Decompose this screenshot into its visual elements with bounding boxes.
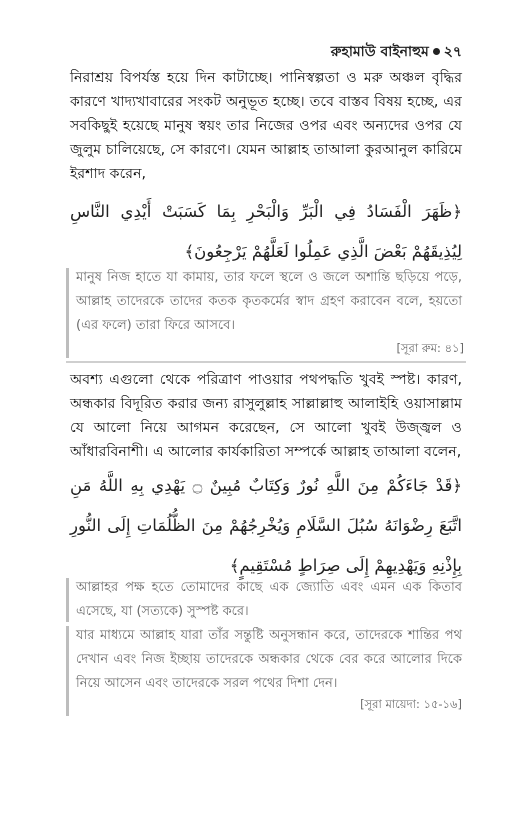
translation-bar [66, 268, 69, 358]
quran-verse-1: ﴿ظَهَرَ الْفَسَادُ فِي الْبَرِّ وَالْبَحْرِ بِمَا كَسَبَتْ أَيْدِي النَّاسِ لِيُذِيقَهُمْ بَعْضَ الَّذِي عَمِلُوا لَعَلَّهُمْ يَرْجِعُونَ﴾ [70, 202, 462, 261]
page-header [331, 40, 462, 64]
running-title: রুহামাউ বাইনাহুম [330, 44, 429, 60]
divider [66, 361, 466, 363]
verse-1-translation: মানুষ নিজ হাতে যা কামায়, তার ফলে স্থলে ও জলে অশান্তি ছড়িয়ে পড়ে, আল্লাহ তাদেরকে তাদের কতক কৃতকর্মের স্বাদ গ্রহণ করাবেন বলে, হয়তো (এর ফলে) তারা ফিরে আসবে। [76, 270, 462, 333]
verse-2-reference: [সূরা মায়েদা: ১৫-১৬] [360, 697, 462, 711]
verse-2-translation-2: যার মাধ্যমে আল্লাহ যারা তাঁর সন্তুষ্টি অনুসন্ধান করে, তাদেরকে শান্তির পথ দেখান এবং নিজ ইচ্ছায় তাদেরকে অন্ধকার থেকে বের করে আলোর দিকে নিয়ে আসেন এবং তাদেরকে সরল পথের দিশা দেন। [76, 628, 462, 691]
translation-bar [66, 578, 69, 622]
bullet-icon [433, 48, 440, 55]
verse-2-translation-1: আল্লাহর পক্ষ হতে তোমাদের কাছে এক জ্যোতি এবং এমন এক কিতাব এসেছে, যা (সত্যকে) সুস্পষ্ট করে। [76, 580, 462, 619]
paragraph-1: নিরাশ্রয় বিপর্যস্ত হয়ে দিন কাটাচ্ছে। পানিস্বল্পতা ও মরু অঞ্চল বৃদ্ধির কারণে খাদ্যখাবারের সংকট অনুভূত হচ্ছে। তবে বাস্তব বিষয় হচ্ছে, এর সবকিছুই হয়েছে মানুষ স্বয়ং তার নিজের ওপর এবং অন্যদের ওপর যে জুলুম চালিয়েছে, সে কারণে। যেমন আল্লাহ তাআলা কুরআনুল কারিমে ইরশাদ করেন, [70, 70, 462, 182]
translation-bar [66, 626, 69, 716]
verse-1-reference: [সূরা রুম: ৪১] [396, 341, 464, 355]
paragraph-2: অবশ্য এগুলো থেকে পরিত্রাণ পাওয়ার পথপদ্ধতি খুবই স্পষ্ট। কারণ, অন্ধকার বিদূরিত করার জন্য রাসুলুল্লাহ সাল্লাল্লাহু আলাইহি ওয়াসাল্লাম যে আলো নিয়ে আগমন করেছেন, সে আলো খুবই উজ্জ্বল ও আঁধারবিনাশী। এ আলোর কার্যকারিতা সম্পর্কে আল্লাহ তাআলা বলেন, [70, 372, 462, 460]
quran-verse-2: ﴿قَدْ جَاءَكُمْ مِنَ اللَّهِ نُورٌ وَكِتَابٌ مُبِينٌ ۝ يَهْدِي بِهِ اللَّهُ مَنِ اتَّبَعَ رِضْوَانَهُ سُبُلَ السَّلَامِ وَيُخْرِجُهُمْ مِنَ الظُّلُمَاتِ إِلَى النُّورِ بِإِذْنِهِ وَيَهْدِيهِمْ إِلَى صِرَاطٍ مُسْتَقِيمٍ﴾ [70, 476, 463, 575]
page-number: ২৭ [443, 44, 462, 60]
